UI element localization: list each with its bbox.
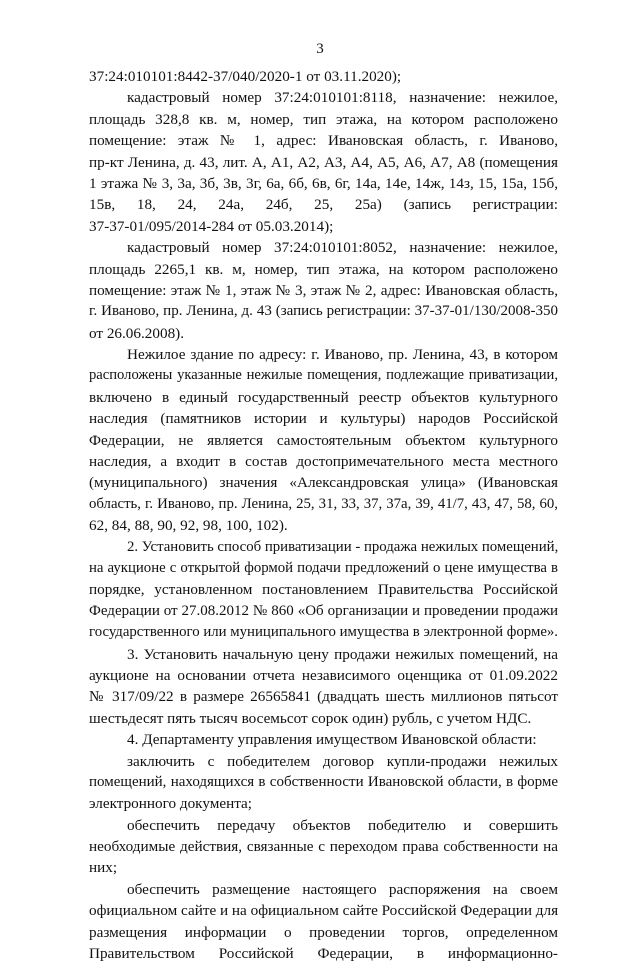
text-line: порядке, установленном постановлением Правительства Российской [89,581,558,599]
text-line: электронного документа; [89,795,252,813]
text-line: заключить с победителем договор купли-продажи нежилых [127,752,558,770]
text-line: размещения информации о проведении торгов, определенном [89,923,558,941]
text-line: включено в единый государственный реестр объектов культурного [89,388,558,406]
text-line: Правительством Российской Федерации, в информационно- [89,945,558,963]
text-line: г. Иваново, пр. Ленина, д. 43 (запись регистрации: 37-37-01/130/2008-350 [89,303,558,320]
text-line: помещений, находящихся в собственности Ивановской области, в форме [89,773,558,790]
text-line: на аукционе с открытой формой подачи предложений о цене имущества в [89,559,558,576]
text-line: расположены указанные нежилые помещения, подлежащие приватизации, [89,367,558,384]
page-number: 3 [316,41,324,57]
text-line: площадь 2265,1 кв. м, номер, тип этажа, на котором расположено [89,260,558,278]
text-line: область, г. Иваново, пр. Ленина, 25, 31, 33, 37, 37а, 39, 41/7, 43, 47, 58, 60, [89,495,558,512]
text-line: 4. Департаменту управления имуществом Ивановской области: [127,731,537,749]
text-line: Нежилое здание по адресу: г. Иваново, пр. Ленина, 43, в котором [127,346,558,364]
text-line: 37:24:010101:8442-37/040/2020-1 от 03.11.2020); [89,68,402,85]
text-line: площадь 328,8 кв. м, номер, тип этажа, на котором расположено [89,110,558,128]
text-line: кадастровый номер 37:24:010101:8118, назначение: нежилое, [127,89,558,107]
text-line: 62, 84, 88, 90, 92, 98, 100, 102). [89,517,288,535]
text-line: необходимые действия, связанные с переходом права собственности на [89,838,558,856]
text-line: шестьдесят пять тысяч восемьсот сорок один) рубль, с учетом НДС. [89,709,532,727]
text-line: (муниципального) значения «Александровская улица» (Ивановская [89,474,558,492]
text-line: них; [89,859,118,877]
text-line: Федерации от 27.08.2012 № 860 «Об организации и проведении продажи [89,602,558,619]
text-line: 1 этажа № 3, 3а, 3б, 3в, 3г, 6а, 6б, 6в, 6г, 14а, 14е, 14ж, 14з, 15, 15а, 15б, [89,174,558,192]
text-line: 15в, 18, 24, 24а, 24б, 25, 25а) (запись регистрации: [89,196,558,214]
text-line: обеспечить передачу объектов победителю и совершить [127,816,558,834]
text-line: помещение: этаж № 1, этаж № 3, этаж № 2, адрес: Ивановская область, [89,281,558,299]
text-line: 3. Установить начальную цену продажи нежилых помещений, на [127,645,558,663]
text-line: аукционе на основании отчета независимого оценщика от 01.09.2022 [89,666,558,684]
text-line: кадастровый номер 37:24:010101:8052, назначение: нежилое, [127,239,558,257]
text-line: пр-кт Ленина, д. 43, лит. А, А1, А2, А3, А4, А5, А6, А7, А8 (помещения [89,153,558,171]
text-line: официальном сайте и на официальном сайте Российской Федерации для [89,902,559,920]
text-line: 2. Установить способ приватизации - продажа нежилых помещений, [127,538,559,555]
text-line: государственного или муниципального имущества в электронной форме». [89,624,558,641]
text-line: Федерации, не является самостоятельным объектом культурного [89,431,558,449]
text-line: 37-37-01/095/2014-284 от 05.03.2014); [89,217,334,235]
text-line: наследия, а входит в состав достопримечательного места местного [89,453,558,471]
text-line: обеспечить размещение настоящего распоряжения на своем [127,880,558,898]
text-line: помещение: этаж № 1, адрес: Ивановская область, г. Иваново, [89,132,558,150]
document-body [89,66,558,964]
text-line: наследия (памятников истории и культуры) народов Российской [89,410,558,428]
text-line: от 26.06.2008). [89,324,185,342]
text-line: № 317/09/22 в размере 26565841 (двадцать шесть миллионов пятьсот [89,688,558,706]
